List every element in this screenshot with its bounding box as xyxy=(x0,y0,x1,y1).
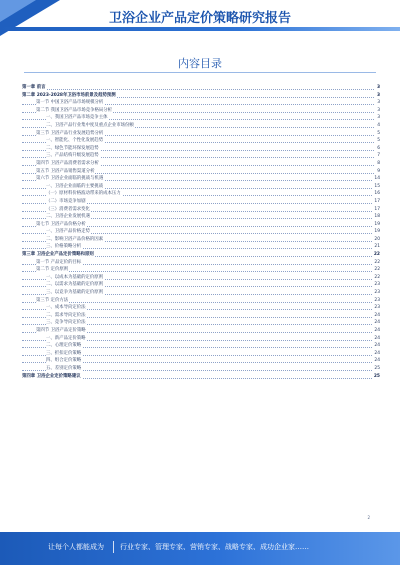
toc-leader-dots xyxy=(22,89,374,90)
toc-entry-page: 22 xyxy=(374,267,380,273)
toc-entry-page: 18 xyxy=(374,214,380,220)
toc-title: 内容目录 xyxy=(178,57,222,70)
toc-entry-title: 第二节 定价原则 xyxy=(36,267,69,273)
toc-title-rule xyxy=(24,72,376,73)
toc-entry[interactable] xyxy=(22,357,380,365)
toc-entry-page: 17 xyxy=(374,198,380,204)
toc-entry-page: 3 xyxy=(377,107,380,113)
toc-entry-page: 24 xyxy=(374,350,380,356)
toc-entry-title: 第三节 卫浴产品行业发展趋势分析 xyxy=(36,130,104,136)
toc-entry[interactable] xyxy=(22,221,380,229)
toc-entry-title: 一、我国卫浴产品市场竞争主体 xyxy=(46,115,108,121)
toc-entry-page: 8 xyxy=(377,160,380,166)
toc-entry-title: 第四节 卫浴产品消费者需求分析 xyxy=(36,160,99,166)
toc-entry-page: 21 xyxy=(374,244,380,250)
toc-entry-title: 一、以成本为基础的定价原则 xyxy=(46,274,104,280)
toc-entry[interactable] xyxy=(22,251,380,259)
toc-entry[interactable] xyxy=(22,350,380,358)
toc-entry[interactable] xyxy=(22,228,380,236)
toc-entry-page: 3 xyxy=(376,92,380,98)
toc-entry-page: 24 xyxy=(374,328,380,333)
toc-entry-page: 22 xyxy=(374,274,380,280)
toc-entry-title: 一、卫浴产品价格走势 xyxy=(46,229,90,235)
toc-entry-title: 三、折扣定价策略 xyxy=(46,350,82,356)
toc-entry-page: 6 xyxy=(377,145,380,151)
toc-entry-page: 7 xyxy=(377,153,380,159)
toc-entry-title: 第二节 我国卫浴产品市场竞争格局分析 xyxy=(36,107,113,113)
toc-entry-page: 23 xyxy=(374,305,380,311)
toc-entry-title: 第四章 卫浴企业定价策略建议 xyxy=(22,373,81,379)
toc-entry-title: 二、卫浴产品行业集中度及重点企业市场份额 xyxy=(46,122,134,128)
toc-leader-dots xyxy=(22,271,374,272)
page-number: 2 xyxy=(367,515,370,520)
toc-entry-page: 24 xyxy=(374,320,380,326)
toc-entry[interactable] xyxy=(22,183,380,191)
toc-entry-title: 二、影响卫浴产品价格的因素 xyxy=(46,236,104,242)
toc-entry[interactable] xyxy=(22,259,380,267)
toc-entry[interactable] xyxy=(22,84,380,92)
toc-entry[interactable] xyxy=(22,342,380,350)
toc-entry-title: 第一节 产品定价的目标 xyxy=(36,259,82,265)
toc-entry-page: 15 xyxy=(374,183,380,189)
toc-entry-page: 20 xyxy=(374,236,380,242)
toc-entry[interactable] xyxy=(22,99,380,107)
toc-entry[interactable] xyxy=(22,274,380,282)
toc-entry[interactable] xyxy=(22,152,380,160)
toc-entry-page: 24 xyxy=(374,335,380,341)
toc-entry-title: 第七节 卫浴产品价格分析 xyxy=(36,221,86,227)
toc-entry-title: 三、竞争导向定价法 xyxy=(46,320,86,326)
toc-entry-title: 一、新产品定价策略 xyxy=(46,335,86,341)
toc-entry[interactable] xyxy=(22,281,380,289)
toc-entry[interactable] xyxy=(22,297,380,305)
footer-roles: 行业专家、管理专家、营销专家、战略专家、成功企业家…… xyxy=(120,543,309,551)
toc-entry-page: 22 xyxy=(373,252,380,258)
toc-entry[interactable] xyxy=(22,319,380,327)
toc-entry[interactable] xyxy=(22,175,380,183)
toc-entry[interactable] xyxy=(22,236,380,244)
toc-entry-title: 一、成本导向定价法 xyxy=(46,305,86,311)
toc-entry-page: 9 xyxy=(377,168,380,174)
toc-entry[interactable] xyxy=(22,373,380,381)
toc-entry-page: 23 xyxy=(374,297,380,303)
toc-entry-title: 第一章 前言 xyxy=(22,85,46,90)
toc-entry-title: 第六节 卫浴企业面临的挑战与机遇 xyxy=(36,176,104,182)
toc-entry-page: 5 xyxy=(377,138,380,144)
footer-divider xyxy=(113,541,114,553)
toc-entry-title: 二、心理定价策略 xyxy=(46,343,82,349)
toc-entry-page: 23 xyxy=(374,282,380,288)
toc-entry-page: 23 xyxy=(374,290,380,296)
toc-entry[interactable] xyxy=(22,130,380,138)
toc-entry[interactable] xyxy=(22,160,380,168)
toc-entry-page: 19 xyxy=(374,221,380,227)
toc-entry[interactable] xyxy=(22,243,380,251)
toc-entry-title: 二、绿色节能环保发展趋势 xyxy=(46,145,99,151)
toc-entry-title: 第一节 中国卫浴产品市场规模分析 xyxy=(36,100,104,106)
toc-entry-title: 五、差别定价策略 xyxy=(46,365,82,371)
toc-leader-dots xyxy=(22,302,374,303)
toc-entry-title: 一、卫浴企业面临的主要挑战 xyxy=(46,183,104,189)
toc-entry-page: 22 xyxy=(374,259,380,265)
toc-entry-title: 二、以需求为基础的定价原则 xyxy=(46,282,104,288)
toc-entry-page: 4 xyxy=(377,122,380,128)
toc-entry[interactable] xyxy=(22,122,380,130)
footer-slogan: 让每个人都能成为 xyxy=(48,543,104,551)
toc-entry-title: （一）原材料价格波动带来的成本压力 xyxy=(46,191,121,197)
report-title: 卫浴企业产品定价策略研究报告 xyxy=(108,11,291,26)
toc-entry[interactable] xyxy=(22,206,380,214)
toc-entry[interactable] xyxy=(22,304,380,312)
toc-entry-title: 二、需求导向定价法 xyxy=(46,312,86,318)
toc-entry-page: 16 xyxy=(374,191,380,197)
toc-entry-title: 四、组合定价策略 xyxy=(46,358,82,364)
toc-entry-title: （二）市场竞争加剧 xyxy=(46,198,86,204)
toc-entry-page: 24 xyxy=(374,343,380,349)
toc-entry[interactable] xyxy=(22,137,380,145)
toc-entry[interactable] xyxy=(22,198,380,206)
header-rule xyxy=(0,27,400,31)
toc-entry-page: 24 xyxy=(374,358,380,364)
toc-entry-page: 25 xyxy=(373,373,380,379)
toc-entry[interactable] xyxy=(22,107,380,115)
toc-entry[interactable] xyxy=(22,266,380,274)
toc-entry-page: 3 xyxy=(377,100,380,106)
toc-entry[interactable] xyxy=(22,190,380,198)
toc-entry-page: 19 xyxy=(374,229,380,235)
toc-entry-title: 二、卫浴企业发展机遇 xyxy=(46,214,90,220)
toc-entry-title: 三、产品结构升级发展趋势 xyxy=(46,153,99,159)
toc-entry-page: 5 xyxy=(377,130,380,136)
toc-entry-page: 3 xyxy=(377,115,380,121)
toc-entry-title: 第五节 卫浴产品销售渠道分析 xyxy=(36,168,95,174)
toc-entry-title: 三、以竞争为基础的定价原则 xyxy=(46,290,104,296)
toc-entry-title: 第四节 卫浴产品定价策略 xyxy=(36,328,86,333)
page-footer xyxy=(0,532,400,565)
toc-entry[interactable] xyxy=(22,92,380,100)
toc-entry-title: 三、价格策略分析 xyxy=(46,244,82,250)
toc-entry[interactable] xyxy=(22,327,380,335)
toc-entry[interactable] xyxy=(22,145,380,153)
toc-entry-title: 第三节 定价方法 xyxy=(36,297,69,303)
toc-entry-page: 24 xyxy=(374,312,380,318)
toc-entry[interactable] xyxy=(22,365,380,373)
toc-entry[interactable] xyxy=(22,289,380,297)
toc-entry[interactable] xyxy=(22,168,380,176)
toc-entry-page: 25 xyxy=(374,365,380,371)
toc-entry-page: 3 xyxy=(376,85,380,90)
toc-entry[interactable] xyxy=(22,213,380,221)
page-header xyxy=(0,0,400,40)
toc-entry[interactable] xyxy=(22,114,380,122)
toc-entry-title: （三）消费者需求变化 xyxy=(46,206,90,212)
table-of-contents xyxy=(22,84,380,380)
toc-entry[interactable] xyxy=(22,312,380,320)
toc-entry-page: 17 xyxy=(374,206,380,212)
toc-entry-title: 第三章 卫浴企业产品定价策略和原则 xyxy=(22,252,94,258)
toc-entry-title: 一、智能化、个性化发展趋势 xyxy=(46,138,104,144)
toc-entry-title: 第二章 2023-2028年卫浴市场前景及趋势预测 xyxy=(22,92,116,98)
toc-entry-page: 14 xyxy=(374,176,380,182)
toc-entry[interactable] xyxy=(22,335,380,343)
